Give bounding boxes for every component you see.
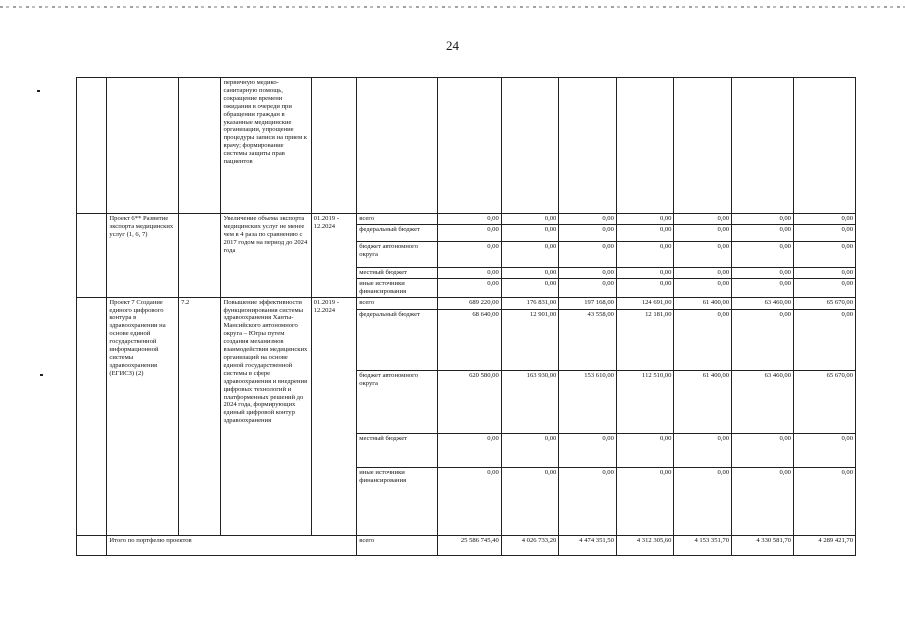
- value-cell: 0,00: [616, 467, 674, 535]
- value-cell: 0,00: [793, 309, 855, 370]
- scan-speck: [40, 374, 43, 376]
- value-cell: 0,00: [674, 241, 732, 267]
- value-cell: 0,00: [437, 278, 501, 297]
- value-cell: 0,00: [732, 309, 794, 370]
- page-number: 24: [446, 38, 459, 53]
- table-cell: [437, 78, 501, 214]
- table-cell: [107, 78, 179, 214]
- source-cell: местный бюджет: [357, 267, 437, 278]
- source-cell: всего: [357, 535, 437, 555]
- value-cell: 63 460,00: [732, 297, 794, 309]
- value-cell: 0,00: [616, 214, 674, 225]
- value-cell: 0,00: [674, 267, 732, 278]
- table-cell: [674, 78, 732, 214]
- table-row: [77, 78, 856, 214]
- value-cell: 0,00: [732, 433, 794, 467]
- table-cell: [77, 535, 107, 555]
- table-cell: [77, 78, 107, 214]
- table-cell: [732, 78, 794, 214]
- value-cell: 0,00: [559, 214, 617, 225]
- value-cell: 0,00: [793, 267, 855, 278]
- project-name-cell: Проект 6** Развитие экспорта медицинских услуг (1, 6, 7): [107, 214, 179, 298]
- value-cell: 124 691,00: [616, 297, 674, 309]
- total-label-cell: Итого по портфелю проектов: [107, 535, 357, 555]
- value-cell: 0,00: [616, 278, 674, 297]
- goal-cell: Увеличение объема экспорта медицинских услуг не менее чем в 4 раза по сравнению с 2017 годом на период до 2024 года: [221, 214, 311, 298]
- value-cell: 0,00: [793, 433, 855, 467]
- value-cell: 0,00: [559, 241, 617, 267]
- value-cell: 43 558,00: [559, 309, 617, 370]
- table-cell: [559, 78, 617, 214]
- value-cell: 0,00: [501, 433, 559, 467]
- value-cell: 0,00: [674, 214, 732, 225]
- table-row: [77, 297, 856, 309]
- goal-cell: первичную медико-санитарную помощь, сокращение времени ожидания в очереди при обращении граждан в указанные медицинские организации, упрощение процедуры записи на прием к врачу; формирование системы защиты прав пациентов: [221, 78, 311, 214]
- scan-speck: [37, 90, 40, 92]
- table-cell: [179, 78, 221, 214]
- value-cell: 0,00: [501, 278, 559, 297]
- value-cell: 61 400,00: [674, 370, 732, 433]
- value-cell: 12 181,00: [616, 309, 674, 370]
- source-cell: федеральный бюджет: [357, 309, 437, 370]
- table-cell: [501, 78, 559, 214]
- value-cell: 0,00: [437, 467, 501, 535]
- table-cell: [357, 78, 437, 214]
- value-cell: 197 168,00: [559, 297, 617, 309]
- source-cell: всего: [357, 297, 437, 309]
- value-cell: 0,00: [732, 278, 794, 297]
- value-cell: 0,00: [616, 241, 674, 267]
- financing-table: [76, 77, 856, 556]
- value-cell: 0,00: [674, 278, 732, 297]
- value-cell: 0,00: [674, 224, 732, 241]
- value-cell: 65 670,00: [793, 297, 855, 309]
- value-cell: 0,00: [437, 224, 501, 241]
- project-name-cell: Проект 7 Создание единого цифрового контура в здравоохранении на основе единой государственной информационной системы здравоохранения (ЕГИСЗ) (2): [107, 297, 179, 535]
- value-cell: 25 586 745,40: [437, 535, 501, 555]
- value-cell: 0,00: [437, 214, 501, 225]
- value-cell: 0,00: [793, 278, 855, 297]
- table-cell: [77, 297, 107, 535]
- value-cell: 0,00: [437, 267, 501, 278]
- source-cell: бюджет автономного округа: [357, 241, 437, 267]
- value-cell: 0,00: [732, 241, 794, 267]
- value-cell: 4 330 581,70: [732, 535, 794, 555]
- project-number-cell: 7.2: [179, 297, 221, 535]
- value-cell: 0,00: [674, 467, 732, 535]
- value-cell: 0,00: [559, 267, 617, 278]
- value-cell: 153 610,00: [559, 370, 617, 433]
- table-row: [77, 214, 856, 225]
- value-cell: 620 580,00: [437, 370, 501, 433]
- value-cell: 4 474 351,50: [559, 535, 617, 555]
- value-cell: 112 510,00: [616, 370, 674, 433]
- table-cell: [616, 78, 674, 214]
- value-cell: 61 400,00: [674, 297, 732, 309]
- goal-cell: Повышение эффективности функционирования системы здравоохранения Ханты-Мансийского автономного округа – Югры путем создания механизмов взаимодействия медицинских организаций на основе единой государственной системы в сфере здравоохранения и внедрения цифровых технологий и платформенных решений до 2024 года, формирующих единый цифровой контур здравоохранения: [221, 297, 311, 535]
- value-cell: 68 640,00: [437, 309, 501, 370]
- value-cell: 0,00: [501, 214, 559, 225]
- value-cell: 0,00: [793, 467, 855, 535]
- source-cell: иные источники финансирования: [357, 467, 437, 535]
- value-cell: 0,00: [501, 224, 559, 241]
- value-cell: 0,00: [674, 309, 732, 370]
- value-cell: 0,00: [437, 241, 501, 267]
- table-row: [77, 535, 856, 555]
- table-cell: [793, 78, 855, 214]
- table-cell: [77, 214, 107, 298]
- scan-artifact-line: [0, 6, 905, 8]
- source-cell: всего: [357, 214, 437, 225]
- value-cell: 0,00: [732, 214, 794, 225]
- source-cell: местный бюджет: [357, 433, 437, 467]
- value-cell: 0,00: [793, 214, 855, 225]
- value-cell: 0,00: [559, 467, 617, 535]
- value-cell: 0,00: [559, 278, 617, 297]
- value-cell: 4 026 733,20: [501, 535, 559, 555]
- value-cell: 0,00: [501, 467, 559, 535]
- source-cell: бюджет автономного округа: [357, 370, 437, 433]
- value-cell: 0,00: [559, 224, 617, 241]
- value-cell: 0,00: [559, 433, 617, 467]
- value-cell: 0,00: [437, 433, 501, 467]
- value-cell: 0,00: [793, 241, 855, 267]
- value-cell: 0,00: [674, 433, 732, 467]
- period-cell: 01.2019 - 12.2024: [311, 214, 357, 298]
- source-cell: иные источники финансирования: [357, 278, 437, 297]
- value-cell: 0,00: [501, 267, 559, 278]
- value-cell: 63 460,00: [732, 370, 794, 433]
- value-cell: 0,00: [732, 224, 794, 241]
- period-cell: 01.2019 - 12.2024: [311, 297, 357, 535]
- value-cell: 0,00: [616, 224, 674, 241]
- value-cell: 0,00: [793, 224, 855, 241]
- value-cell: 176 831,00: [501, 297, 559, 309]
- value-cell: 0,00: [501, 241, 559, 267]
- value-cell: 65 670,00: [793, 370, 855, 433]
- source-cell: федеральный бюджет: [357, 224, 437, 241]
- value-cell: 0,00: [732, 267, 794, 278]
- value-cell: 4 312 305,60: [616, 535, 674, 555]
- value-cell: 0,00: [732, 467, 794, 535]
- project-number-cell: [179, 214, 221, 298]
- value-cell: 12 901,00: [501, 309, 559, 370]
- value-cell: 4 153 351,70: [674, 535, 732, 555]
- value-cell: 0,00: [616, 433, 674, 467]
- value-cell: 0,00: [616, 267, 674, 278]
- table-cell: [311, 78, 357, 214]
- value-cell: 4 289 421,70: [793, 535, 855, 555]
- value-cell: 689 220,00: [437, 297, 501, 309]
- value-cell: 163 930,00: [501, 370, 559, 433]
